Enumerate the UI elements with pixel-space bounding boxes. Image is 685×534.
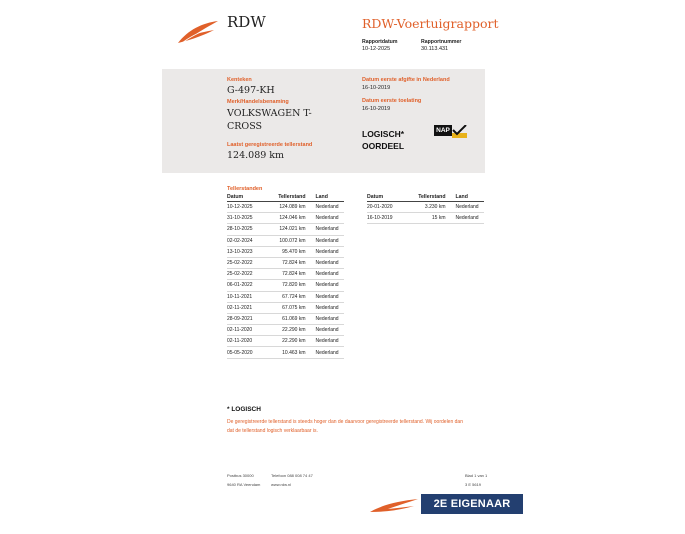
table-row: [367, 202, 484, 213]
report-date-label: Rapportdatum: [362, 39, 398, 45]
cell-date: 06-01-2022: [227, 280, 264, 291]
cell-date: 25-02-2022: [227, 257, 264, 268]
cell-odometer: 22.290 km: [264, 336, 316, 347]
footer-address1: Postbus 30000: [227, 473, 254, 478]
cell-country: Nederland: [316, 235, 345, 246]
vehicle-summary-panel: [162, 69, 485, 173]
make-value-line2: CROSS: [227, 121, 263, 132]
cell-odometer: 22.290 km: [264, 325, 316, 336]
table-row: [227, 269, 344, 280]
report-date: 10-12-2025: [362, 46, 391, 52]
table-row: [227, 347, 344, 358]
first-issue-label: Datum eerste afgifte in Nederland: [362, 77, 450, 83]
cell-date: 28-09-2021: [227, 313, 264, 324]
cell-odometer: 95.470 km: [264, 246, 316, 257]
note-title: * LOGISCH: [227, 406, 261, 413]
first-issue-value: 16-10-2019: [362, 85, 391, 91]
table-header: [227, 194, 344, 202]
verdict-line1: LOGISCH*: [362, 129, 405, 139]
cell-date: 05-05-2020: [227, 347, 264, 358]
column-odometer: Tellerstand: [264, 194, 316, 202]
cell-odometer: 72.824 km: [264, 269, 316, 280]
brand-name: RDW: [227, 13, 266, 31]
cell-date: 20-01-2020: [367, 202, 404, 213]
watermark-logo-icon: [368, 497, 420, 514]
cell-country: Nederland: [316, 325, 345, 336]
cell-date: 13-10-2023: [227, 246, 264, 257]
cell-odometer: 15 km: [404, 213, 456, 224]
cell-odometer: 61.069 km: [264, 313, 316, 324]
column-date: Datum: [367, 194, 404, 202]
plate-label: Kenteken: [227, 77, 252, 83]
cell-odometer: 3.230 km: [404, 202, 456, 213]
make-value-line1: VOLKSWAGEN T-: [227, 108, 312, 119]
column-odometer: Tellerstand: [404, 194, 456, 202]
footer-page: Blad 1 van 1: [465, 473, 488, 478]
cell-country: Nederland: [316, 202, 345, 213]
cell-country: Nederland: [316, 224, 345, 235]
cell-odometer: 100.072 km: [264, 235, 316, 246]
cell-date: 02-02-2024: [227, 235, 264, 246]
column-country: Land: [456, 194, 485, 202]
column-date: Datum: [227, 194, 264, 202]
first-admission-value: 16-10-2019: [362, 106, 391, 112]
cell-date: 10-12-2025: [227, 202, 264, 213]
cell-odometer: 72.824 km: [264, 257, 316, 268]
cell-odometer: 124.046 km: [264, 213, 316, 224]
cell-date: 02-11-2021: [227, 302, 264, 313]
nap-logo-text: NAP: [434, 125, 452, 136]
make-label: Merk/Handelsbenaming: [227, 99, 289, 105]
cell-odometer: 10.463 km: [264, 347, 316, 358]
history-table-right: [367, 194, 484, 224]
cell-country: Nederland: [456, 213, 485, 224]
cell-odometer: 72.820 km: [264, 280, 316, 291]
note-text: [227, 418, 463, 435]
rdw-logo-icon: [176, 20, 220, 46]
cell-date: 02-11-2020: [227, 336, 264, 347]
cell-date: 28-10-2025: [227, 224, 264, 235]
table-row: [227, 202, 344, 213]
cell-country: Nederland: [316, 347, 345, 358]
cell-country: Nederland: [316, 269, 345, 280]
table-row: [227, 246, 344, 257]
cell-date: 16-10-2019: [367, 213, 404, 224]
cell-date: 31-10-2025: [227, 213, 264, 224]
table-row: [367, 213, 484, 224]
odometer-label: Laatst geregistreerde tellerstand: [227, 142, 313, 148]
table-row: [227, 325, 344, 336]
table-row: [227, 257, 344, 268]
first-admission-label: Datum eerste toelating: [362, 98, 422, 104]
cell-odometer: 67.075 km: [264, 302, 316, 313]
verdict: [362, 128, 404, 152]
cell-odometer: 67.724 km: [264, 291, 316, 302]
table-row: [227, 224, 344, 235]
footer-address2: 9640 RA Veendam: [227, 482, 261, 487]
cell-odometer: 124.089 km: [264, 202, 316, 213]
cell-country: Nederland: [456, 202, 485, 213]
table-row: [227, 280, 344, 291]
table-row: [227, 313, 344, 324]
cell-date: 02-11-2020: [227, 325, 264, 336]
cell-country: Nederland: [316, 313, 345, 324]
footer-phone: Telefoon 088 008 74 47: [271, 473, 313, 478]
cell-country: Nederland: [316, 280, 345, 291]
nap-check-logo-icon: [434, 125, 468, 138]
checkmark-icon: [452, 125, 467, 138]
footer-web: www.rdw.nl: [271, 482, 292, 487]
table-row: [227, 336, 344, 347]
note-line1: De geregistreerde tellerstand is steeds hoger dan de daarvoor geregistreerde tellerstand. Wij oordelen dan: [227, 419, 463, 425]
table-row: [227, 291, 344, 302]
report-number: 30.113.431: [421, 46, 449, 52]
report-number-label: Rapportnummer: [421, 39, 462, 45]
note-line2: dat de tellerstand logisch verklaarbaar is.: [227, 427, 318, 434]
table-row: [227, 235, 344, 246]
watermark-badge: 2E EIGENAAR ORG. NL: [421, 494, 523, 514]
cell-country: Nederland: [316, 246, 345, 257]
cell-country: Nederland: [316, 336, 345, 347]
table-row: [227, 302, 344, 313]
cell-country: Nederland: [316, 302, 345, 313]
cell-country: Nederland: [316, 213, 345, 224]
cell-odometer: 124.021 km: [264, 224, 316, 235]
cell-country: Nederland: [316, 257, 345, 268]
history-table-left: [227, 194, 344, 359]
report-title: RDW-Voertuigrapport: [362, 16, 499, 31]
column-country: Land: [316, 194, 345, 202]
table-header: [367, 194, 484, 202]
cell-country: Nederland: [316, 291, 345, 302]
odometer-value: 124.089 km: [227, 150, 285, 161]
history-title: Tellerstanden: [227, 186, 263, 192]
verdict-line2: OORDEEL: [362, 141, 405, 151]
plate-value: G-497-KH: [227, 85, 275, 96]
table-row: [227, 213, 344, 224]
footer-code: 3 E 5619: [465, 482, 482, 487]
cell-date: 25-02-2022: [227, 269, 264, 280]
cell-date: 10-11-2021: [227, 291, 264, 302]
